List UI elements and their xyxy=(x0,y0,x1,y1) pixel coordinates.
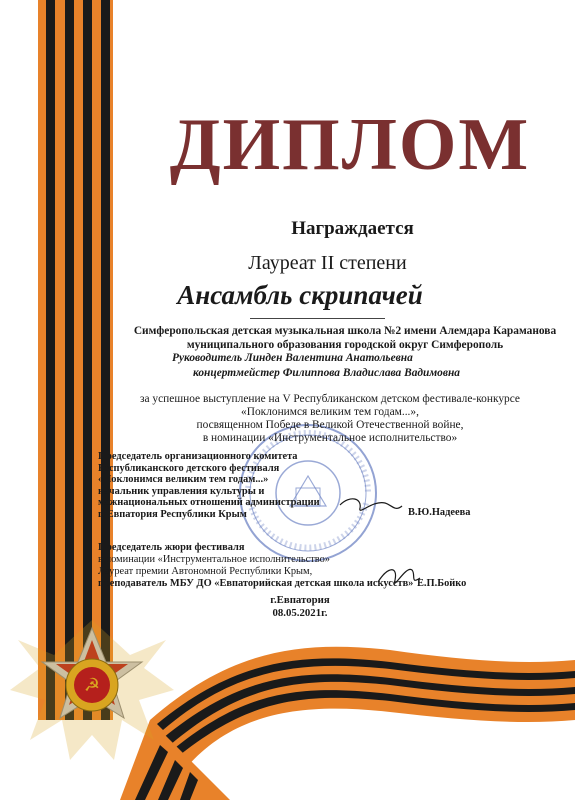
school-line-2: муниципального образования городской округ Симферополь xyxy=(186,339,504,351)
merit-line-3: посвященном Победе в Великой Отечественной войне, xyxy=(196,419,464,431)
city-label: г.Евпатория xyxy=(270,594,330,606)
awarded-label: Награждается xyxy=(291,218,414,239)
org-line-6: г. Евпатория Республики Крым xyxy=(98,508,247,520)
org-line-3: «Поклонимся великим тем годам...» xyxy=(98,474,269,485)
place-date xyxy=(240,594,360,619)
school-block xyxy=(130,324,560,352)
jury-signer: Е.П.Бойко xyxy=(417,578,467,589)
recipient-name: Ансамбль скрипачей xyxy=(177,280,423,310)
merit-line-2: «Поклонимся великим тем годам...», xyxy=(241,406,419,418)
organizer-signer: В.Ю.Надеева xyxy=(408,507,471,518)
jury-line-2: в номинации «Инструментальное исполнительство» xyxy=(98,554,330,565)
org-line-2: Республиканского детского фестиваля xyxy=(98,462,280,474)
organizer-block xyxy=(98,451,320,520)
date-label: 08.05.2021г. xyxy=(272,606,328,619)
jury-block xyxy=(98,542,413,590)
leader-line: Руководитель Линден Валентина Анатольевна xyxy=(172,352,413,364)
jury-line-1: Председатель жюри фестиваля xyxy=(98,542,245,553)
underline-divider xyxy=(250,318,385,319)
accompanist-line: концертмейстер Филиппова Владислава Вадимовна xyxy=(193,367,460,379)
merit-text xyxy=(100,393,560,445)
school-line-1: Симферопольская детская музыкальная школа №2 имени Алемдара Караманова xyxy=(133,325,557,337)
jury-line-4: преподаватель МБУ ДО «Евпаторийская детская школа искусств» xyxy=(98,578,414,589)
svg-text:☭: ☭ xyxy=(83,675,101,696)
laureate-degree: Лауреат II степени xyxy=(248,252,407,274)
org-line-4: начальник управления культуры и xyxy=(98,485,265,497)
org-line-5: межнациональных отношений администрации xyxy=(98,497,320,508)
org-line-1: Председатель организационного комитета xyxy=(98,451,298,462)
merit-line-1: за успешное выступление на V Республиканском детском фестивале-конкурсе xyxy=(140,393,520,405)
merit-line-4: в номинации «Инструментальное исполнительство» xyxy=(202,432,458,444)
jury-line-3: Лауреат премии Автономной Республики Крым, xyxy=(98,566,313,577)
diploma-title: ДИПЛОМ xyxy=(169,104,531,186)
